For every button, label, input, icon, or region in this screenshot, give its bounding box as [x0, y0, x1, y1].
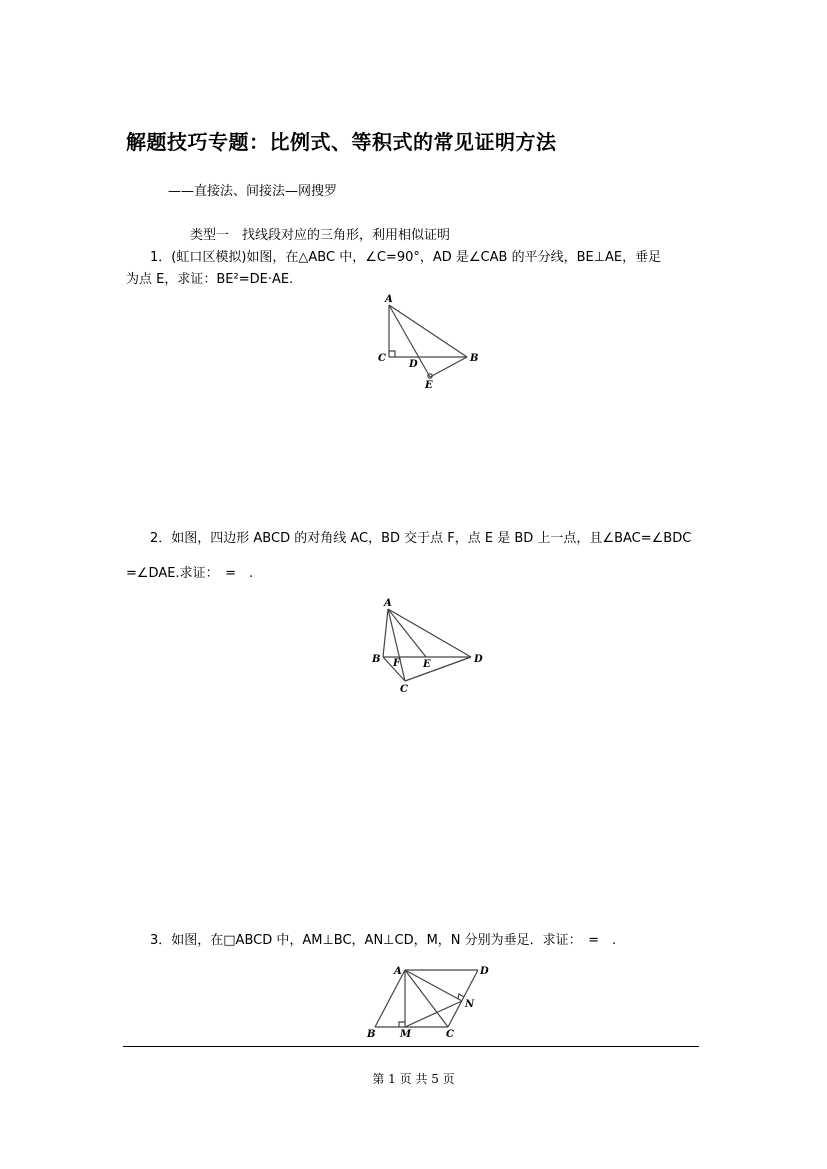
- label-n: N: [465, 999, 475, 1010]
- problem-3-line-1: 3．如图，在□ABCD 中，AM⊥BC，AN⊥CD，M，N 分别为垂足．求证： = .: [150, 933, 617, 948]
- label-e: E: [425, 380, 433, 390]
- segment-ad: [388, 609, 471, 657]
- label-c: C: [400, 684, 408, 695]
- segment-eb: [430, 357, 467, 377]
- label-d: D: [409, 359, 418, 370]
- label-d: D: [480, 966, 489, 977]
- right-angle-m: [399, 1022, 405, 1027]
- footer-divider: [123, 1046, 699, 1047]
- segment-ab: [389, 305, 467, 357]
- figure-1: [370, 290, 490, 390]
- label-b: B: [470, 353, 479, 364]
- figure-3: [362, 962, 502, 1042]
- label-a: A: [394, 966, 402, 977]
- page-number: 第 1 页 共 5 页: [372, 1072, 455, 1086]
- segment-cd: [405, 657, 471, 681]
- label-m: M: [400, 1029, 412, 1040]
- page-subtitle: ——直接法、间接法—网搜罗: [168, 184, 338, 199]
- figure-2: [368, 595, 498, 700]
- section-heading: 类型一 找线段对应的三角形，利用相似证明: [190, 228, 451, 243]
- problem-2-line-2: =∠DAE.求证： = .: [126, 566, 254, 581]
- segment-mn: [405, 1001, 462, 1027]
- label-e: E: [423, 659, 431, 670]
- segment-ac: [405, 970, 448, 1027]
- right-angle-c: [389, 351, 395, 357]
- page-title: 解题技巧专题：比例式、等积式的常见证明方法: [126, 130, 557, 154]
- label-c: C: [378, 353, 386, 364]
- label-a: A: [385, 294, 393, 305]
- problem-2-line-1: 2．如图，四边形 ABCD 的对角线 AC，BD 交于点 F，点 E 是 BD 上一点，且∠BAC=∠BDC: [150, 531, 692, 546]
- label-f: F: [393, 658, 401, 669]
- problem-1-line-2: 为点 E，求证：BE²=DE·AE.: [126, 272, 294, 287]
- segment-ab: [375, 970, 405, 1027]
- label-c: C: [446, 1029, 454, 1040]
- label-d: D: [474, 654, 483, 665]
- label-b: B: [372, 654, 381, 665]
- problem-1-line-1: 1．(虹口区模拟)如图，在△ABC 中，∠C=90°，AD 是∠CAB 的平分线，BE⊥AE，垂足: [150, 250, 662, 265]
- label-b: B: [367, 1029, 376, 1040]
- segment-an: [405, 970, 462, 1001]
- segment-ab: [383, 609, 388, 657]
- label-a: A: [384, 598, 392, 609]
